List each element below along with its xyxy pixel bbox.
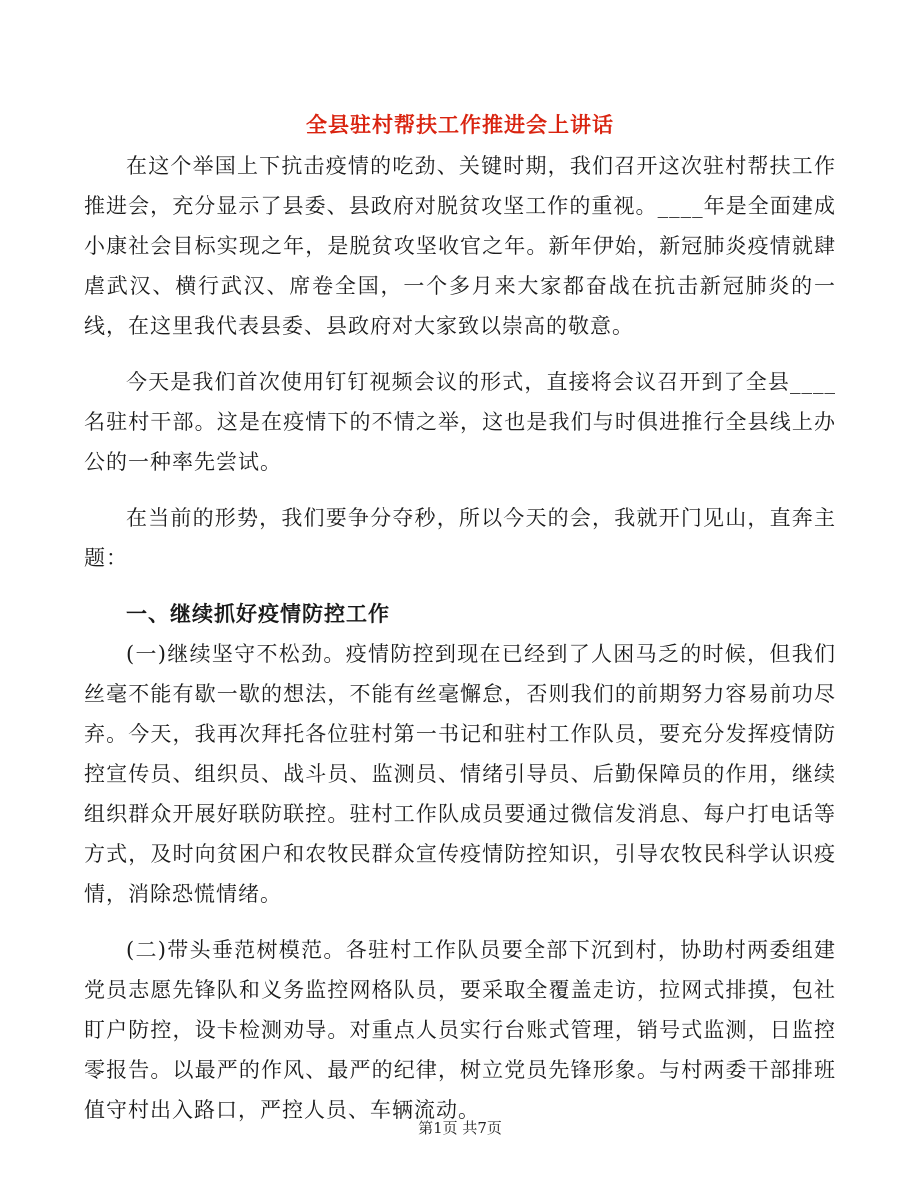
document-body — [84, 146, 836, 1130]
paragraph-section1-item1: (一)继续坚守不松劲。疫情防控到现在已经到了人困马乏的时候，但我们丝毫不能有歇一歇的想法，不能有丝毫懈怠，否则我们的前期努力容易前功尽弃。今天，我再次拜托各位驻村第一书记和驻村工作队员，要充分发挥疫情防控宣传员、组织员、战斗员、监测员、情绪引导员、后勤保障员的作用，继续组织群众开展好联防联控。驻村工作队成员要通过微信发消息、每户打电话等方式，及时向贫困户和农牧民群众宣传疫情防控知识，引导农牧民科学认识疫情，消除恐慌情绪。 — [84, 642, 836, 906]
paragraph-meeting-format: 今天是我们首次使用钉钉视频会议的形式，直接将会议召开到了全县____名驻村干部。这是在疫情下的不情之举，这也是我们与时俱进推行全县线上办公的一种率先尝试。 — [84, 370, 836, 474]
page-number-footer: 第1页 共7页 — [418, 1119, 502, 1137]
document-title: 全县驻村帮扶工作推进会上讲话 — [306, 112, 614, 137]
section-heading-epidemic-control: 一、继续抓好疫情防控工作 — [126, 601, 390, 626]
paragraph-intro: 在这个举国上下抗击疫情的吃劲、关键时期，我们召开这次驻村帮扶工作推进会，充分显示了县委、县政府对脱贫攻坚工作的重视。____年是全面建成小康社会目标实现之年，是脱贫攻坚收官之年。新年伊始，新冠肺炎疫情就肆虐武汉、横行武汉、席卷全国，一个多月来大家都奋战在抗击新冠肺炎的一线，在这里我代表县委、县政府对大家致以崇高的敬意。 — [84, 154, 836, 338]
paragraph-topic: 在当前的形势，我们要争分夺秒，所以今天的会，我就开门见山，直奔主题： — [84, 506, 836, 570]
paragraph-section1-item2: (二)带头垂范树模范。各驻村工作队员要全部下沉到村，协助村两委组建党员志愿先锋队和义务监控网格队员，要采取全覆盖走访，拉网式排摸，包社盯户防控，设卡检测劝导。对重点人员实行台账式管理，销号式监测，日监控零报告。以最严的作风、最严的纪律，树立党员先锋形象。与村两委干部排班值守村出入路口，严控人员、车辆流动。 — [84, 938, 836, 1122]
